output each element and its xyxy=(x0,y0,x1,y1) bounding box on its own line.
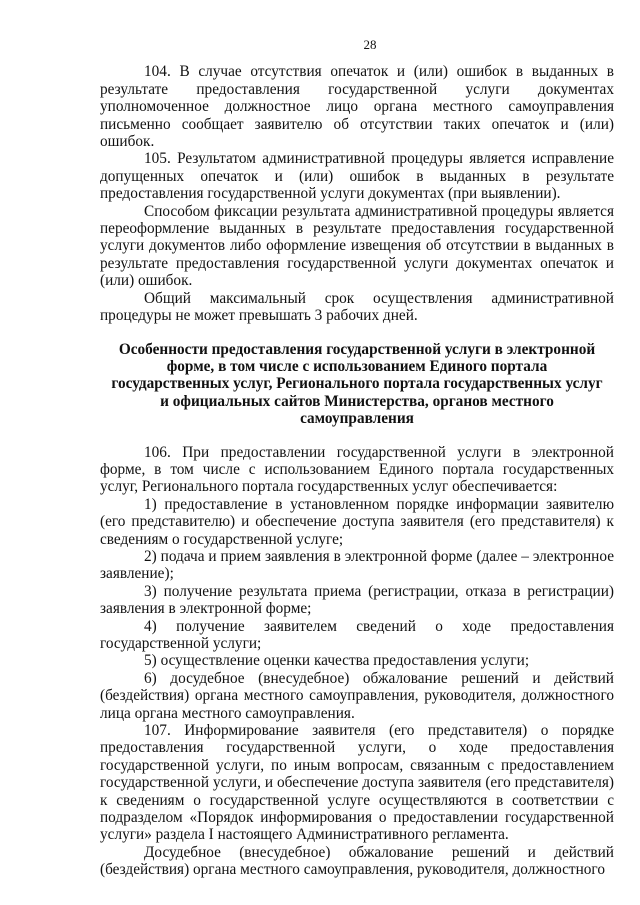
paragraph-106: 106. При предоставлении государственной услуги в электронной форме, в том числе с использованием Единого портала государственных услуг, Регионального портала государственных услуг обеспечивается: xyxy=(100,443,614,496)
paragraph-fixation-method: Способом фиксации результата административной процедуры является переоформление выданных в результате предоставления государственной услуги документов либо оформление извещения об отсутствии в выданных в результате предоставления государственной услуги документах опечаток и (или) ошибок. xyxy=(100,202,614,290)
list-item-3: 3) получение результата приема (регистрации, отказа в регистрации) заявления в электронной форме; xyxy=(100,582,614,618)
list-item-2: 2) подача и прием заявления в электронной форме (далее – электронное заявление); xyxy=(100,547,614,583)
top-text-block xyxy=(100,63,614,324)
paragraph-max-term: Общий максимальный срок осуществления административной процедуры не может превышать 3 рабочих дней. xyxy=(100,289,614,325)
page-number: 28 xyxy=(363,37,377,52)
paragraph-105: 105. Результатом административной процедуры является исправление допущенных опечаток и (или) ошибок в выданных в результате предоставления государственной услуги документах (при выявлении). xyxy=(100,150,614,203)
list-item-5: 5) осуществление оценки качества предоставления услуги; xyxy=(144,652,530,670)
paragraph-104: 104. В случае отсутствия опечаток и (или) ошибок в выданных в результате предоставления государственной услуги документах уполномоченное должностное лицо органа местного самоуправления письменно сообщает заявителю об отсутствии таких опечаток и (или) ошибок. xyxy=(100,63,614,151)
paragraph-107: 107. Информирование заявителя (его представителя) о порядке предоставления государственной услуги, о ходе предоставления государственной услуги, по иным вопросам, связанным с предоставлением государственной услуги, и обеспечение доступа заявителя (его представителя) к сведениям о государственной услуге осуществляются в соответствии с подразделом «Порядок информирования о предоставлении государственной услуги» раздела I настоящего Административного регламента. xyxy=(100,722,614,844)
list-item-6: 6) досудебное (внесудебное) обжалование решений и действий (бездействия) органа местного самоуправления, руководителя, должностного лица органа местного самоуправления. xyxy=(100,669,614,722)
list-item-1: 1) предоставление в установленном порядке информации заявителю (его представителю) и обеспечение доступа заявителя (его представителя) к сведениям о государственной услуге; xyxy=(100,495,614,548)
paragraph-pretrial-appeal: Досудебное (внесудебное) обжалование решений и действий (бездействия) органа местного самоуправления, руководителя, должностного xyxy=(100,843,614,879)
section-heading: Особенности предоставления государственной услуги в электронной форме, в том числе с использованием Единого портала государственных услуг, Регионального портала государственных услуг и официальных сайтов Министерства, органов местного самоуправления xyxy=(111,340,603,428)
bottom-text-block xyxy=(100,444,614,879)
list-item-4: 4) получение заявителем сведений о ходе предоставления государственной услуги; xyxy=(100,617,614,652)
